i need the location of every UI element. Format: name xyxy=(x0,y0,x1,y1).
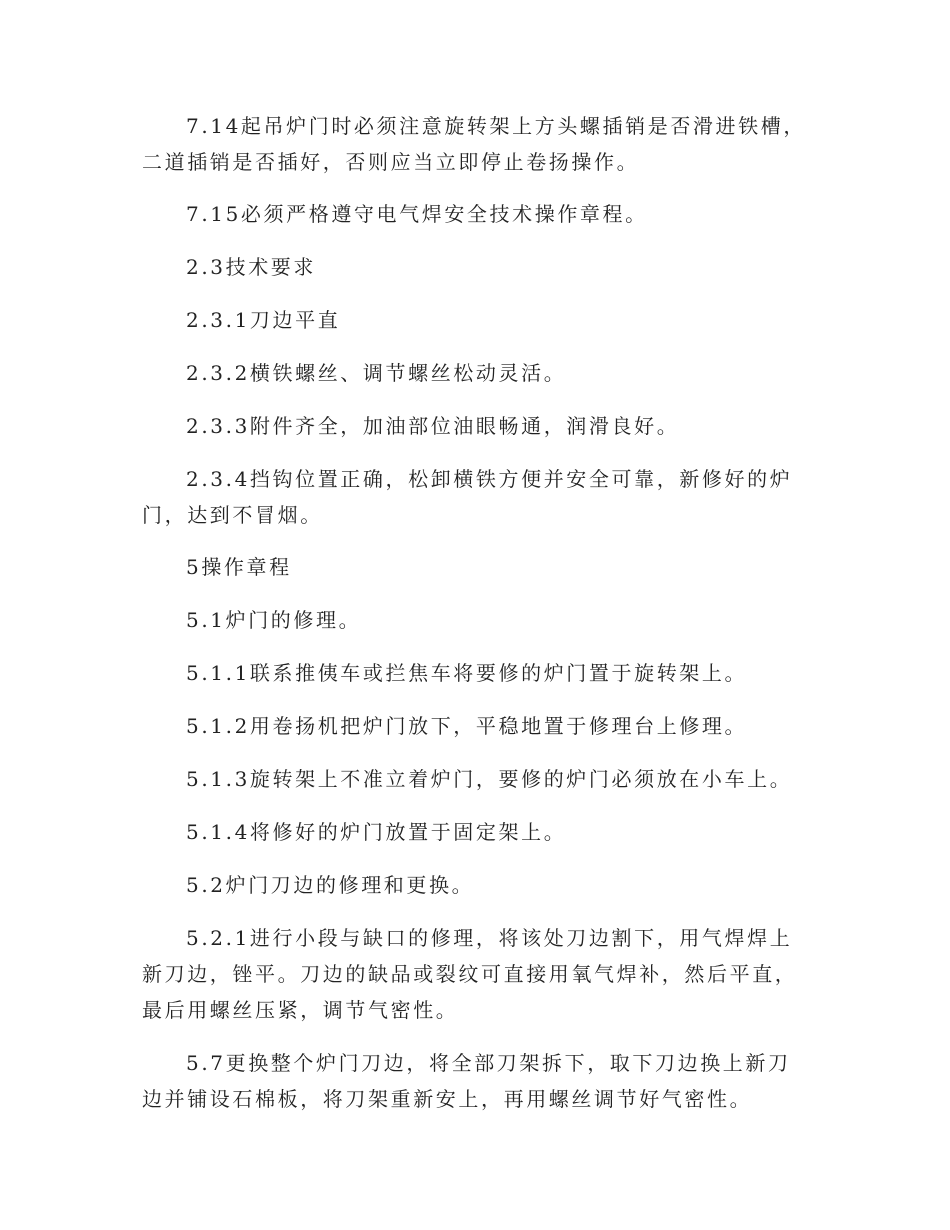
paragraph-5-2-1: 5.2.1进行小段与缺口的修理，将该处刀边割下，用气焊焊上新刀边，锉平。刀边的缺品或裂纹可直接用氧气焊补，然后平直，最后用螺丝压紧，调节气密性。 xyxy=(142,926,798,1022)
heading-5: 5操作章程 xyxy=(186,555,292,579)
paragraph-7-15: 7.15必须严格遵守电气焊安全技术操作章程。 xyxy=(186,202,648,226)
paragraph-2-3-1: 2.3.1刀边平直 xyxy=(186,308,341,332)
paragraph-5-1-1: 5.1.1联系推侇车或拦焦车将要修的炉门置于旋转架上。 xyxy=(186,661,748,685)
paragraph-5-1-2: 5.1.2用卷扬机把炉门放下，平稳地置于修理台上修理。 xyxy=(186,714,748,738)
paragraph-5-7: 5.7更换整个炉门刀边，将全部刀架拆下，取下刀边换上新刀边并铺设石棉板，将刀架重新安上，再用螺丝调节好气密性。 xyxy=(142,1051,791,1111)
paragraph-2-3-2: 2.3.2横铁螺丝、调节螺丝松动灵活。 xyxy=(186,361,567,385)
paragraph-5-1-3: 5.1.3旋转架上不准立着炉门，要修的炉门必须放在小车上。 xyxy=(186,767,793,791)
paragraph-5-1-4: 5.1.4将修好的炉门放置于固定架上。 xyxy=(186,820,567,844)
heading-5-1: 5.1炉门的修理。 xyxy=(186,608,362,632)
paragraph-2-3-3: 2.3.3附件齐全，加油部位油眼畅通，润滑良好。 xyxy=(186,414,680,438)
heading-5-2: 5.2炉门刀边的修理和更换。 xyxy=(186,873,475,897)
paragraph-2-3-4: 2.3.4挡钩位置正确，松卸横铁方便并安全可靠，新修好的炉门，达到不冒烟。 xyxy=(142,467,793,527)
paragraph-7-14: 7.14起吊炉门时必须注意旋转架上方头螺插销是否滑进铁槽，二道插销是否插好，否则应当立即停止卷扬操作。 xyxy=(142,114,806,174)
heading-2-3: 2.3技术要求 xyxy=(186,255,317,279)
